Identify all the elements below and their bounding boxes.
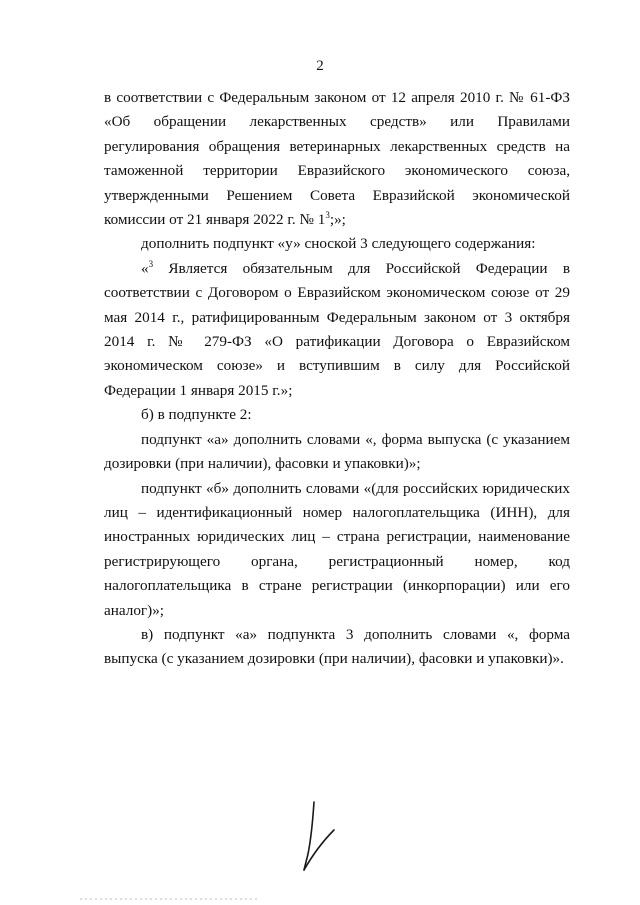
page-number: 2 [316, 58, 324, 74]
handwritten-signature [290, 796, 350, 876]
paragraph-3 [104, 257, 570, 403]
paragraph-1-text: в соответствии с Федеральным законом от 12 апреля 2010 г. № 61-ФЗ «Об обращении лекарственных средств» или Правилами регулирования обращения ветеринарных лекарственных средств на таможенной территории Евразийского экономического союза, утвержденными Решением Совета Евразийской экономической комиссии от 21 января 2022 г. № 1 [104, 89, 570, 229]
paragraph-3-open-quote: « [141, 259, 149, 277]
paragraph-5: подпункт «а» дополнить словами «, форма выпуска (с указанием дозировки (при наличии), фасовки и упаковки)»; [104, 430, 570, 473]
footnote-marker-3: 3 [148, 258, 154, 269]
paragraph-7: в) подпункт «а» подпункта 3 дополнить словами «, форма выпуска (с указанием дозировки (при наличии), фасовки и упаковки)». [104, 625, 570, 668]
document-body [104, 86, 570, 672]
paragraph-6: подпункт «б» дополнить словами «(для российских юридических лиц – идентификационный номер налогоплательщика (ИНН), для иностранных юридических лиц – страна регистрации, наименование регистрирующего органа, регистрационный номер, код налогоплательщика в стране регистрации (инкорпорации) или его аналог)»; [104, 479, 570, 619]
paragraph-1-end: ;»; [329, 211, 346, 229]
paragraph-4: б) в подпункте 2: [141, 406, 252, 424]
scan-artifact [80, 897, 260, 901]
paragraph-1 [104, 86, 570, 232]
footnote-ref-3: 3 [325, 209, 330, 220]
paragraph-3-text: Является обязательным для Российской Федерации в соответствии с Договором о Евразийском экономическом союзе от 29 мая 2014 г., ратифицированным Федеральным законом от 3 октября 2014 г. № 279-ФЗ «О ратификации Договора о Евразийском экономическом союзе» и вступившим в силу для Российской Федерации 1 января 2015 г.»; [104, 259, 570, 399]
paragraph-2: дополнить подпункт «у» сноской 3 следующего содержания: [141, 235, 536, 253]
